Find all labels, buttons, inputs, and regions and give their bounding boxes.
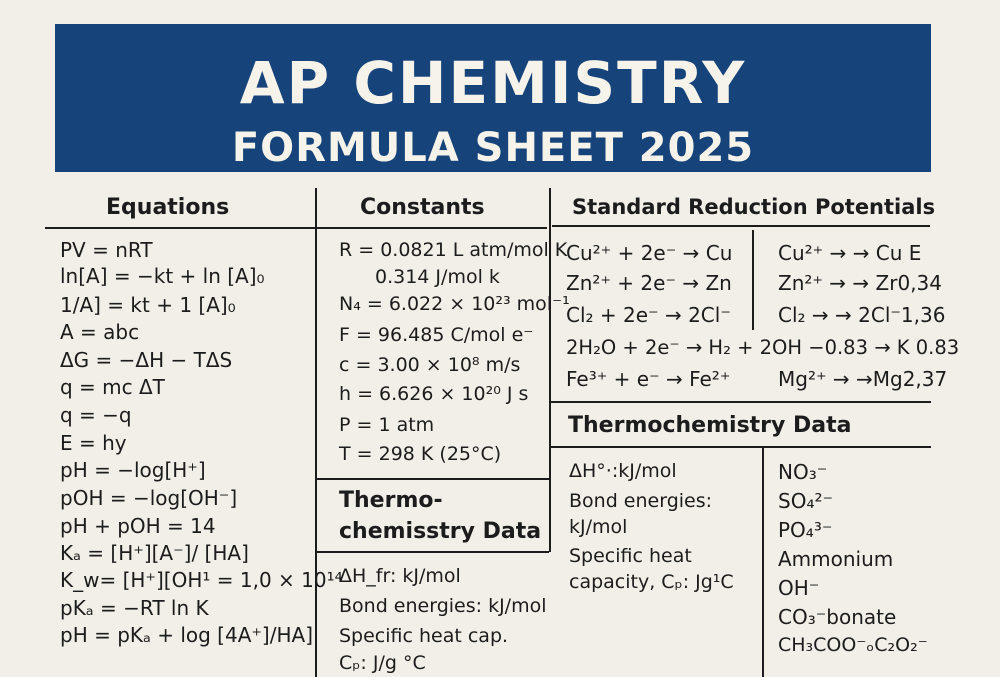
divider-reduction-columns [752, 230, 754, 330]
constant-item: 0.314 J/mol k [375, 266, 500, 288]
title-line-1: AP CHEMISTRY [239, 49, 747, 117]
equation-item: ΔG = −ΔH − TΔS [60, 348, 233, 372]
divider-equations-constants [315, 188, 317, 677]
thermo-right-heading: Thermochemistry Data [568, 413, 852, 438]
constant-item: N₄ = 6.022 × 10²³ mol⁻¹ [339, 293, 570, 315]
equation-item: pOH = −log[OH⁻] [60, 486, 238, 510]
ion-item: SO₄²⁻ [778, 489, 834, 513]
constant-item: T = 298 K (25°C) [339, 443, 502, 465]
rule-constants-bottom [317, 478, 549, 480]
header-rule-left [45, 227, 547, 229]
thermo-left-item: Bond energies: kJ/mol [339, 595, 547, 617]
constant-item: F = 96.485 C/mol e⁻ [339, 324, 534, 346]
reduction-half-reaction: Cl₂ + 2e⁻ → 2Cl⁻ [566, 303, 731, 327]
thermo-right-item: kJ/mol [569, 516, 628, 538]
equations-heading: Equations [106, 195, 230, 220]
ion-item: NO₃⁻ [778, 460, 828, 484]
title-banner [55, 24, 931, 172]
constant-item: h = 6.626 × 10²⁰ J s [339, 383, 529, 405]
thermo-right-item: ΔH°·:kJ/mol [569, 460, 677, 482]
reduction-potential: Cl₂ → → 2Cl⁻1,36 [778, 303, 946, 327]
divider-thermo-right-columns [762, 446, 764, 677]
equation-item: 1/A] = kt + 1 [A]₀ [60, 293, 236, 317]
reduction-half-reaction: Fe³⁺ + e⁻ → Fe²⁺ [566, 367, 731, 391]
thermo-right-item: capacity, Cₚ: Jg¹C [569, 571, 734, 593]
header-rule-right [552, 225, 930, 227]
constant-item: R = 0.0821 L atm/mol K [339, 239, 568, 261]
ion-item: PO₄³⁻ [778, 518, 833, 542]
equation-item: pKₐ = −RT ln K [60, 596, 209, 620]
ion-item: CO₃⁻bonate [778, 605, 897, 629]
ion-item: OH⁻ [778, 576, 820, 600]
thermo-left-heading-2: chemisstry Data [339, 519, 542, 544]
constant-item: c = 3.00 × 10⁸ m/s [339, 354, 521, 376]
thermo-right-item: Specific heat [569, 545, 692, 567]
ion-item: CH₃COO⁻ₒC₂O₂⁻ [778, 634, 928, 656]
reduction-potential: Mg²⁺ → →Mg2,37 [778, 367, 948, 391]
equation-item: PV = nRT [60, 238, 153, 262]
title-line-2: FORMULA SHEET 2025 [231, 125, 755, 171]
equation-item: K_w= [H⁺][OH¹ = 1,0 × 10¹⁴ [60, 568, 343, 592]
thermo-right-item: Bond energies: [569, 490, 713, 512]
equation-item: pH = pKₐ + log [4A⁺]/HA] [60, 623, 313, 647]
equation-item: Kₐ = [H⁺][A⁻]/ [HA] [60, 541, 249, 565]
reduction-heading: Standard Reduction Potentials [572, 195, 936, 219]
reduction-full-row: 2H₂O + 2e⁻ → H₂ + 2OH −0.83 → K 0.83 [566, 336, 960, 359]
equation-item: q = −q [60, 403, 132, 427]
ion-item: Ammonium [778, 547, 894, 571]
reduction-half-reaction: Zn²⁺ + 2e⁻ → Zn [566, 271, 732, 295]
equation-item: q = mc ΔT [60, 375, 165, 399]
reduction-potential: Zn²⁺ → → Zr0,34 [778, 271, 942, 295]
rule-thermo-left-header [317, 551, 549, 553]
equation-item: ln[A] = −kt + ln [A]₀ [60, 264, 265, 288]
reduction-potential: Cu²⁺ → → Cu E [778, 241, 922, 265]
equation-item: A = abc [60, 320, 140, 344]
rule-thermo-right-header [551, 446, 931, 448]
thermo-left-item: Cₚ: J/g °C [339, 652, 426, 674]
thermo-left-heading-1: Thermo- [339, 488, 443, 513]
thermo-left-item: ΔH_fr: kJ/mol [339, 565, 461, 587]
equation-item: E = hy [60, 431, 127, 455]
constant-item: P = 1 atm [339, 414, 435, 436]
reduction-half-reaction: Cu²⁺ + 2e⁻ → Cu [566, 241, 733, 265]
rule-reduction-bottom [551, 401, 931, 403]
equation-item: pH = −log[H⁺] [60, 458, 206, 482]
constants-heading: Constants [360, 195, 485, 220]
thermo-left-item: Specific heat cap. [339, 625, 509, 647]
equation-item: pH + pOH = 14 [60, 514, 216, 538]
